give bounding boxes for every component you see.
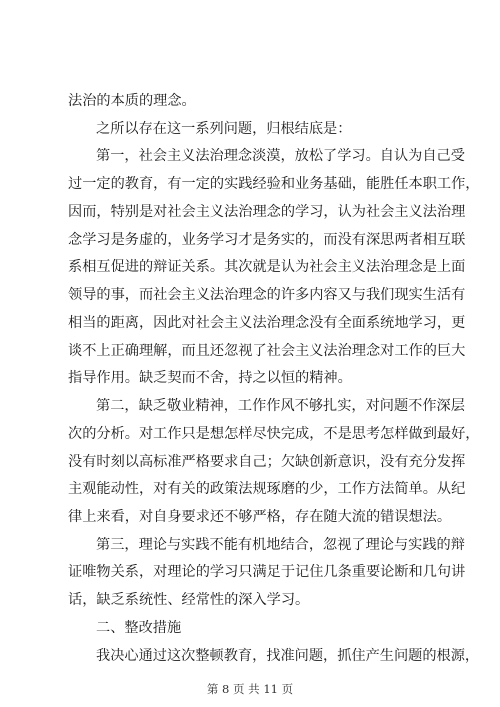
text-line: 证唯物关系，对理论的学习只满足于记住几条重要论断和几句讲 xyxy=(68,564,466,580)
text-line: 系相互促进的辩证关系。其次就是认为社会主义法治理念是上面 xyxy=(68,259,466,275)
text-line: 指导作用。缺乏契而不舍，持之以恒的精神。 xyxy=(68,370,352,386)
text-line: 第三，理论与实践不能有机地结合，忽视了理论与实践的辩 xyxy=(96,537,465,553)
text-line: 第二，缺乏敬业精神，工作作风不够扎实，对问题不作深层 xyxy=(96,398,465,414)
text-line: 次的分析。对工作只是想怎样尽快完成，不是思考怎样做到最好， xyxy=(68,426,480,442)
page-footer: 第 8 页 共 11 页 xyxy=(206,682,294,696)
text-line: 主观能动性，对有关的政策法规琢磨的少，工作方法简单。从纪 xyxy=(68,481,466,497)
text-line: 律上来看，对自身要求还不够严格，存在随大流的错误想法。 xyxy=(68,509,452,525)
text-line: 领导的事，而社会主义法治理念的许多内容又与我们现实生活有 xyxy=(68,287,466,303)
text-line: 念学习是务虚的，业务学习才是务实的，而没有深思两者相互联 xyxy=(68,232,466,248)
text-line: 没有时刻以高标准严格要求自己；欠缺创新意识，没有充分发挥 xyxy=(68,454,466,470)
text-line: 我决心通过这次整顿教育，找准问题，抓住产生问题的根源， xyxy=(96,648,480,664)
text-line: 谈不上正确理解，而且还忽视了社会主义法治理念对工作的巨大 xyxy=(68,343,466,359)
text-line: 第一，社会主义法治理念淡漠，放松了学习。自认为自己受 xyxy=(96,148,465,164)
text-line: 过一定的教育，有一定的实践经验和业务基础，能胜任本职工作， xyxy=(68,176,480,192)
text-line: 话，缺乏系统性、经常性的深入学习。 xyxy=(68,592,310,608)
text-line: 相当的距离，因此对社会主义法治理念没有全面系统地学习，更 xyxy=(68,315,466,331)
text-line: 因而，特别是对社会主义法治理念的学习，认为社会主义法治理 xyxy=(68,204,466,220)
text-line: 之所以存在这一系列问题，归根结底是： xyxy=(96,121,352,137)
text-line: 法治的本质的理念。 xyxy=(68,93,196,109)
section-heading: 二、整改措施 xyxy=(96,620,182,636)
